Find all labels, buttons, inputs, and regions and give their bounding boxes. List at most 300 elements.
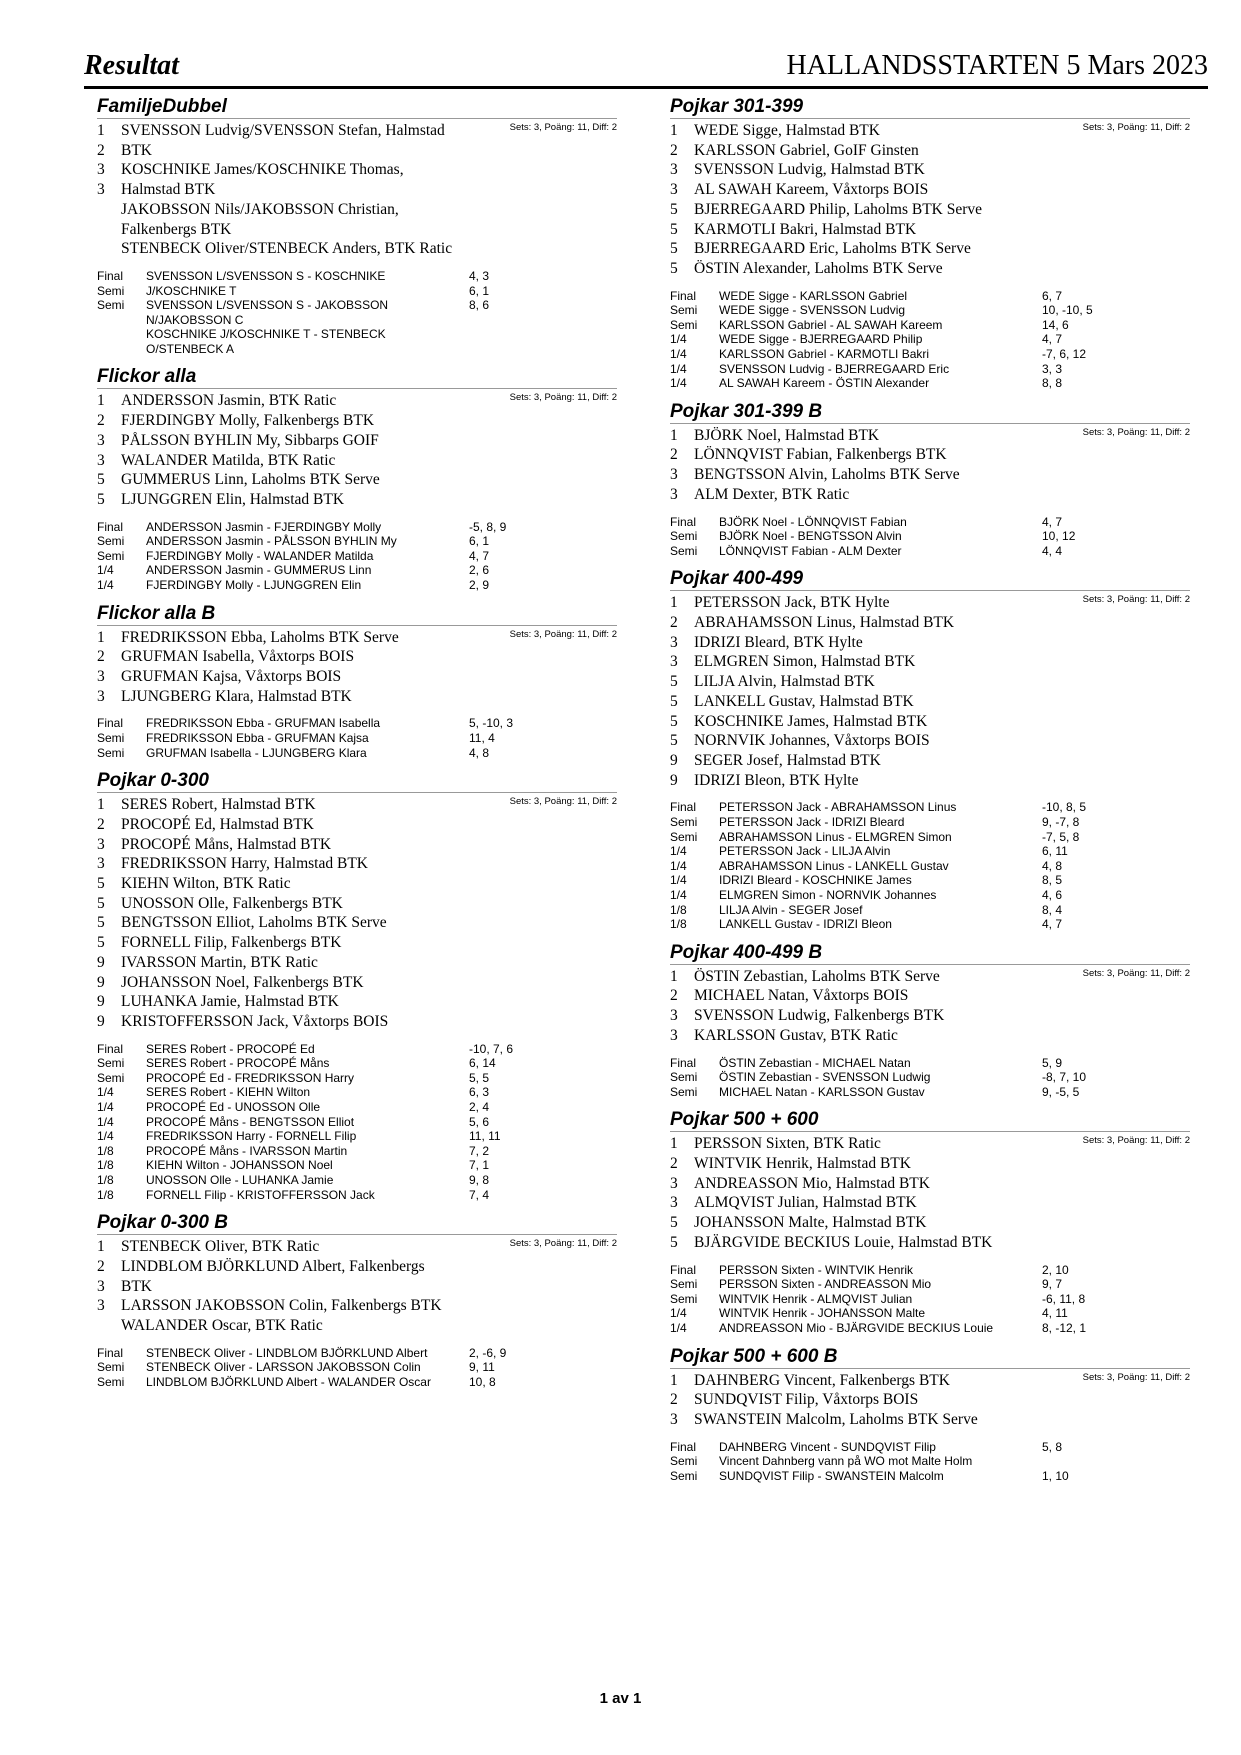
player-name: SUNDQVIST Filip, Våxtorps BOIS <box>694 1391 919 1409</box>
placing-row <box>670 751 1190 771</box>
match-result: 6, 1 <box>469 283 490 298</box>
placing-row <box>670 220 1190 240</box>
match-result: 2, 9 <box>469 578 490 593</box>
placing-row <box>670 200 1190 220</box>
match-players: IDRIZI Bleard - KOSCHNIKE James <box>719 873 912 888</box>
match-row <box>670 815 1190 830</box>
match-round: Semi <box>670 815 698 829</box>
match-settings: Sets: 3, Poäng: 11, Diff: 2 <box>509 628 617 640</box>
placing-row <box>670 731 1190 751</box>
match-row <box>670 888 1190 903</box>
placing-row <box>670 986 1190 1006</box>
player-name: WALANDER Oscar, BTK Ratic <box>121 1317 323 1335</box>
match-round: 1/4 <box>670 887 687 902</box>
placing-number: 5 <box>670 1214 678 1232</box>
player-name: LARSSON JAKOBSSON Colin, Falkenbergs BTK <box>121 1297 442 1315</box>
section-title: Pojkar 500 + 600 <box>670 1109 1190 1132</box>
placing-number: 1 <box>670 1135 678 1153</box>
match-result: 6, 3 <box>469 1085 490 1100</box>
placing-row <box>97 1257 617 1277</box>
placing-row <box>670 239 1190 259</box>
match-result: 3, 3 <box>1042 361 1063 376</box>
match-players: SERES Robert - PROCOPÉ Ed <box>146 1041 315 1056</box>
player-name: FORNELL Filip, Falkenbergs BTK <box>121 934 342 952</box>
placing-number: 3 <box>670 1174 678 1192</box>
match-row <box>97 578 617 593</box>
match-result: 14, 6 <box>1042 317 1069 332</box>
match-row <box>670 830 1190 845</box>
match-round: 1/4 <box>670 347 687 361</box>
match-result: -7, 5, 8 <box>1042 829 1080 844</box>
match-row <box>670 1454 1190 1469</box>
player-name: KIEHN Wilton, BTK Ratic <box>121 875 291 893</box>
placing-number: 1 <box>670 122 678 139</box>
match-row <box>97 563 617 578</box>
match-result: 4, 7 <box>1042 917 1063 932</box>
player-name: JOHANSSON Malte, Halmstad BTK <box>694 1214 927 1232</box>
match-result: 10, 12 <box>1042 529 1076 544</box>
placing-row <box>97 992 617 1012</box>
match-players: FORNELL Filip - KRISTOFFERSSON Jack <box>146 1187 375 1202</box>
match-result: 4, 7 <box>469 548 490 563</box>
match-players: SUNDQVIST Filip - SWANSTEIN Malcolm <box>719 1468 944 1483</box>
placing-row <box>670 180 1190 200</box>
match-players: MICHAEL Natan - KARLSSON Gustav <box>719 1084 925 1099</box>
player-name: IDRIZI Bleon, BTK Hylte <box>694 771 859 789</box>
match-players: ELMGREN Simon - NORNVIK Johannes <box>719 887 937 902</box>
player-name: KOSCHNIKE James/KOSCHNIKE Thomas, <box>121 161 404 179</box>
placing-number: 3 <box>670 1007 678 1025</box>
result-section <box>670 96 1190 391</box>
placing-number: 3 <box>97 431 105 449</box>
match-players: PROCOPÉ Ed - FREDRIKSSON Harry <box>146 1070 355 1085</box>
match-players: PROCOPÉ Ed - UNOSSON Olle <box>146 1100 321 1115</box>
match-round: Final <box>97 519 124 534</box>
player-name: LJUNGGREN Elin, Halmstad BTK <box>121 491 345 508</box>
match-result: 5, 6 <box>469 1114 490 1129</box>
match-players: SERES Robert - PROCOPÉ Måns <box>146 1056 330 1071</box>
placing-number: 2 <box>97 815 105 833</box>
match-players: PETERSSON Jack - IDRIZI Bleard <box>719 815 905 829</box>
match-result: 5, 5 <box>469 1070 490 1085</box>
match-players: ANDERSSON Jasmin - FJERDINGBY Molly <box>146 519 382 534</box>
match-result: 11, 11 <box>469 1129 501 1144</box>
match-players: LILJA Alvin - SEGER Josef <box>719 902 863 917</box>
placing-number: 2 <box>97 648 105 666</box>
match-result: 4, 7 <box>1042 332 1063 347</box>
placing-row <box>97 470 617 490</box>
result-section <box>97 603 617 761</box>
player-name: MICHAEL Natan, Våxtorps BOIS <box>694 987 909 1005</box>
match-result: 4, 4 <box>1042 543 1063 558</box>
match-result: -10, 8, 5 <box>1042 800 1087 815</box>
player-name: SVENSSON Ludvig/SVENSSON Stefan, Halmstad <box>121 122 445 139</box>
match-players: ANDERSSON Jasmin - PÅLSSON BYHLIN My <box>146 534 397 549</box>
placing-number: 3 <box>97 451 105 469</box>
placings-list <box>97 391 617 509</box>
player-name: BJERREGAARD Philip, Laholms BTK Serve <box>694 200 983 218</box>
match-row <box>670 1306 1190 1321</box>
player-name: UNOSSON Olle, Falkenbergs BTK <box>121 894 343 912</box>
match-players: PERSSON Sixten - WINTVIK Henrik <box>719 1262 914 1277</box>
match-round: Final <box>97 1041 124 1056</box>
placing-row <box>670 613 1190 633</box>
player-name: ÖSTIN Alexander, Laholms BTK Serve <box>694 259 943 277</box>
match-row <box>97 1071 617 1086</box>
match-players: FREDRIKSSON Ebba - GRUFMAN Isabella <box>146 716 381 731</box>
match-result: 6, 1 <box>469 534 490 549</box>
player-name: DAHNBERG Vincent, Falkenbergs BTK <box>694 1371 950 1389</box>
page-header <box>84 50 1208 89</box>
match-result: 6, 7 <box>1042 288 1063 303</box>
match-row <box>670 1440 1190 1455</box>
match-round: Semi <box>670 1070 698 1085</box>
match-round: 1/8 <box>670 902 687 917</box>
match-row <box>670 515 1190 530</box>
match-round: Semi <box>670 543 698 558</box>
player-name: BJÖRK Noel, Halmstad BTK <box>694 426 880 444</box>
placing-number: 5 <box>97 894 105 912</box>
match-players: WEDE Sigge - BJERREGAARD Philip <box>719 332 923 347</box>
match-players: SVENSSON Ludvig - BJERREGAARD Eric <box>719 361 950 376</box>
placing-number: 9 <box>97 993 105 1011</box>
placing-number: 2 <box>97 1257 105 1275</box>
placing-row <box>97 141 617 161</box>
match-players: PERSSON Sixten - ANDREASSON Mio <box>719 1277 932 1292</box>
result-section <box>97 366 617 592</box>
match-result: 4, 6 <box>1042 887 1063 902</box>
player-name: KARMOTLI Bakri, Halmstad BTK <box>694 220 917 238</box>
match-settings: Sets: 3, Poäng: 11, Diff: 2 <box>1082 967 1190 979</box>
player-name: SVENSSON Ludvig, Halmstad BTK <box>694 161 925 179</box>
match-round: Semi <box>670 1291 698 1306</box>
match-row <box>97 1144 617 1159</box>
match-round: 1/4 <box>97 563 114 578</box>
placing-number: 9 <box>97 953 105 971</box>
match-settings: Sets: 3, Poäng: 11, Diff: 2 <box>1082 1135 1190 1147</box>
player-name: FREDRIKSSON Ebba, Laholms BTK Serve <box>121 628 399 646</box>
placing-number: 1 <box>670 1371 678 1389</box>
placing-row <box>670 259 1190 279</box>
match-result: 4, 7 <box>1042 514 1063 529</box>
placing-number: 5 <box>97 471 105 489</box>
player-name: KOSCHNIKE James, Halmstad BTK <box>694 712 928 730</box>
player-name: FJERDINGBY Molly, Falkenbergs BTK <box>121 412 375 430</box>
player-name: ALMQVIST Julian, Halmstad BTK <box>694 1194 917 1212</box>
match-result: -8, 7, 10 <box>1042 1070 1087 1085</box>
placing-number: 3 <box>97 668 105 686</box>
result-section <box>670 401 1190 559</box>
match-result: 2, 6 <box>469 563 490 578</box>
match-row <box>670 529 1190 544</box>
placings-list <box>670 1134 1190 1252</box>
match-round: Semi <box>670 303 698 318</box>
placing-row <box>97 180 617 200</box>
match-row <box>97 1188 617 1203</box>
match-players: J/KOSCHNIKE T <box>146 283 237 298</box>
match-list <box>670 800 1190 931</box>
match-result: 8, 8 <box>1042 376 1063 391</box>
placing-row <box>97 647 617 667</box>
match-row <box>670 873 1190 888</box>
match-result: 2, -6, 9 <box>469 1345 507 1360</box>
placing-number: 3 <box>97 855 105 873</box>
player-name: GRUFMAN Isabella, Våxtorps BOIS <box>121 648 355 666</box>
placing-number: 1 <box>670 426 678 444</box>
placing-number: 5 <box>670 712 678 730</box>
result-section <box>670 1346 1190 1484</box>
section-title: Pojkar 0-300 B <box>97 1212 617 1235</box>
match-players: WEDE Sigge - SVENSSON Ludvig <box>719 303 906 318</box>
match-round: Semi <box>97 1360 125 1375</box>
match-round: Semi <box>97 1056 125 1071</box>
match-result: 5, 8 <box>1042 1439 1063 1454</box>
player-name: KARLSSON Gustav, BTK Ratic <box>694 1026 898 1044</box>
match-players: Vincent Dahnberg vann på WO mot Malte Holm <box>719 1454 973 1469</box>
player-name: JOHANSSON Noel, Falkenbergs BTK <box>121 973 364 991</box>
match-list <box>97 1346 617 1390</box>
placing-row <box>670 1193 1190 1213</box>
page-number: 1 av 1 <box>599 1690 642 1707</box>
placing-row <box>670 485 1190 505</box>
player-name: SERES Robert, Halmstad BTK <box>121 796 316 814</box>
match-row <box>97 327 617 342</box>
player-name: ANDREASSON Mio, Halmstad BTK <box>694 1174 930 1192</box>
player-name: BJÄRGVIDE BECKIUS Louie, Halmstad BTK <box>694 1233 993 1251</box>
match-round: Final <box>97 716 124 731</box>
match-row <box>97 716 617 731</box>
match-row <box>97 1115 617 1130</box>
placing-row <box>97 835 617 855</box>
match-row <box>97 746 617 761</box>
match-result: 1, 10 <box>1042 1468 1069 1483</box>
match-settings: Sets: 3, Poäng: 11, Diff: 2 <box>1082 122 1190 133</box>
player-name: JAKOBSSON Nils/JAKOBSSON Christian, <box>121 200 399 218</box>
match-row <box>97 342 617 357</box>
player-name: SEGER Josef, Halmstad BTK <box>694 752 881 769</box>
placing-row <box>670 633 1190 653</box>
match-round: 1/4 <box>97 1129 114 1144</box>
player-name: LINDBLOM BJÖRKLUND Albert, Falkenbergs <box>121 1257 425 1275</box>
placings-list <box>670 593 1190 790</box>
placing-row <box>670 1174 1190 1194</box>
section-title: Pojkar 400-499 <box>670 568 1190 591</box>
match-list <box>97 1042 617 1203</box>
match-row <box>670 903 1190 918</box>
player-name: LUHANKA Jamie, Halmstad BTK <box>121 993 339 1011</box>
player-name: LJUNGBERG Klara, Halmstad BTK <box>121 687 352 705</box>
match-result: 6, 11 <box>1042 844 1068 859</box>
section-title: Pojkar 0-300 <box>97 770 617 793</box>
match-list <box>670 1056 1190 1100</box>
match-round: 1/4 <box>670 858 687 873</box>
event-title: HALLANDSSTARTEN 5 Mars 2023 <box>786 50 1208 81</box>
match-round: Semi <box>670 1454 698 1469</box>
result-section <box>670 942 1190 1100</box>
placing-number: 2 <box>670 614 678 632</box>
match-round: Final <box>670 514 697 529</box>
placing-row <box>670 1154 1190 1174</box>
match-round: Semi <box>97 283 125 298</box>
match-result: -5, 8, 9 <box>469 519 507 534</box>
match-result: 4, 8 <box>1042 858 1063 873</box>
match-round: 1/4 <box>670 332 687 347</box>
match-row <box>97 298 617 313</box>
player-name: Falkenbergs BTK <box>121 220 232 238</box>
placing-number: 2 <box>670 141 678 159</box>
match-settings: Sets: 3, Poäng: 11, Diff: 2 <box>509 122 617 133</box>
placing-row <box>97 1296 617 1316</box>
placing-number: 1 <box>97 122 105 139</box>
placing-row <box>670 445 1190 465</box>
match-players: GRUFMAN Isabella - LJUNGBERG Klara <box>146 745 367 760</box>
player-name: ALM Dexter, BTK Ratic <box>694 485 850 503</box>
match-players: PETERSSON Jack - LILJA Alvin <box>719 844 891 859</box>
match-result: 4, 11 <box>1042 1306 1068 1321</box>
placing-number: 2 <box>670 1391 678 1409</box>
match-list <box>97 520 617 593</box>
placing-row <box>670 1213 1190 1233</box>
placing-number: 3 <box>97 161 105 179</box>
match-row <box>670 332 1190 347</box>
placing-number: 3 <box>670 1026 678 1044</box>
placings-list <box>97 795 617 1031</box>
placing-number: 9 <box>670 752 678 769</box>
placing-row <box>97 933 617 953</box>
placing-row <box>97 490 617 510</box>
match-players: BJÖRK Noel - BENGTSSON Alvin <box>719 529 902 544</box>
match-result: 2, 10 <box>1042 1262 1069 1277</box>
match-row <box>97 520 617 535</box>
match-row <box>670 347 1190 362</box>
match-players: BJÖRK Noel - LÖNNQVIST Fabian <box>719 514 907 529</box>
match-result: 9, -7, 8 <box>1042 815 1080 829</box>
placing-number: 5 <box>670 732 678 750</box>
match-round: Semi <box>97 298 125 313</box>
player-name: FREDRIKSSON Harry, Halmstad BTK <box>121 855 368 873</box>
match-row <box>670 1292 1190 1307</box>
placing-number: 5 <box>670 220 678 238</box>
match-players: LINDBLOM BJÖRKLUND Albert - WALANDER Oscar <box>146 1374 431 1389</box>
placing-number: 9 <box>670 771 678 789</box>
match-row <box>670 917 1190 932</box>
placing-row <box>97 894 617 914</box>
placing-row <box>97 953 617 973</box>
placing-number: 3 <box>97 1277 105 1295</box>
match-result: 5, 9 <box>1042 1055 1063 1070</box>
player-name: SWANSTEIN Malcolm, Laholms BTK Serve <box>694 1410 978 1428</box>
match-round: Final <box>97 1345 124 1360</box>
placing-number: 5 <box>670 692 678 710</box>
placing-number: 3 <box>670 161 678 179</box>
match-players: WINTVIK Henrik - JOHANSSON Malte <box>719 1306 926 1321</box>
placing-row <box>97 815 617 835</box>
match-result: 8, -12, 1 <box>1042 1320 1087 1335</box>
match-row <box>97 731 617 746</box>
placing-number: 3 <box>670 1194 678 1212</box>
placing-number: 9 <box>97 973 105 991</box>
player-name: Halmstad BTK <box>121 181 216 199</box>
match-round: Semi <box>97 534 125 549</box>
match-round: 1/4 <box>670 1320 687 1335</box>
match-players: WEDE Sigge - KARLSSON Gabriel <box>719 288 908 303</box>
player-name: GRUFMAN Kajsa, Våxtorps BOIS <box>121 668 342 686</box>
placing-row <box>97 687 617 707</box>
match-round: 1/4 <box>670 873 687 888</box>
match-result: 7, 1 <box>469 1158 490 1173</box>
placing-number: 9 <box>97 1013 105 1030</box>
match-round: Semi <box>670 317 698 332</box>
match-result: 6, 14 <box>469 1056 496 1071</box>
match-row <box>670 1469 1190 1484</box>
match-round: 1/8 <box>97 1187 114 1202</box>
match-players: FJERDINGBY Molly - WALANDER Matilda <box>146 548 374 563</box>
placing-row <box>670 465 1190 485</box>
match-settings: Sets: 3, Poäng: 11, Diff: 2 <box>1082 594 1190 606</box>
match-players: N/JAKOBSSON C <box>146 312 244 327</box>
match-result: -10, 7, 6 <box>469 1041 514 1056</box>
player-name: STENBECK Oliver/STENBECK Anders, BTK Ratic <box>121 240 453 258</box>
match-row <box>97 313 617 328</box>
match-row <box>670 1321 1190 1336</box>
match-result: 9, 8 <box>469 1173 490 1188</box>
player-name: LANKELL Gustav, Halmstad BTK <box>694 692 914 710</box>
match-row <box>97 1085 617 1100</box>
match-list <box>670 515 1190 559</box>
match-players: LANKELL Gustav - IDRIZI Bleon <box>719 917 892 932</box>
player-name: KRISTOFFERSSON Jack, Våxtorps BOIS <box>121 1013 389 1030</box>
match-result: 7, 2 <box>469 1143 490 1158</box>
match-players: SERES Robert - KIEHN Wilton <box>146 1085 311 1100</box>
match-settings: Sets: 3, Poäng: 11, Diff: 2 <box>509 392 617 404</box>
placing-number: 3 <box>670 485 678 503</box>
match-row <box>670 1085 1190 1100</box>
placing-row <box>670 692 1190 712</box>
placing-row <box>97 913 617 933</box>
placing-number: 1 <box>97 628 105 646</box>
placing-row <box>97 431 617 451</box>
match-row <box>670 318 1190 333</box>
player-name: BENGTSSON Elliot, Laholms BTK Serve <box>121 914 387 932</box>
player-name: LÖNNQVIST Fabian, Falkenbergs BTK <box>694 446 947 464</box>
player-name: LILJA Alvin, Halmstad BTK <box>694 673 875 691</box>
match-players: ÖSTIN Zebastian - SVENSSON Ludwig <box>719 1070 931 1085</box>
match-round: 1/4 <box>670 361 687 376</box>
placing-number: 5 <box>670 1233 678 1251</box>
result-section <box>670 568 1190 931</box>
match-result: 7, 4 <box>469 1187 490 1202</box>
match-round: 1/8 <box>97 1158 114 1173</box>
player-name: WALANDER Matilda, BTK Ratic <box>121 451 336 469</box>
placing-row <box>670 1026 1190 1046</box>
match-players: ANDREASSON Mio - BJÄRGVIDE BECKIUS Louie <box>719 1320 994 1335</box>
placing-number: 3 <box>97 687 105 705</box>
player-name: ELMGREN Simon, Halmstad BTK <box>694 653 916 671</box>
match-result: 9, 7 <box>1042 1277 1063 1292</box>
match-players: ANDERSSON Jasmin - GUMMERUS Linn <box>146 563 372 578</box>
player-name: GUMMERUS Linn, Laholms BTK Serve <box>121 471 380 489</box>
match-round: Semi <box>670 1084 698 1099</box>
placing-row <box>97 160 617 180</box>
placing-number: 5 <box>97 875 105 893</box>
match-result: 4, 8 <box>469 745 490 760</box>
match-players: UNOSSON Olle - LUHANKA Jamie <box>146 1173 334 1188</box>
match-row <box>670 1070 1190 1085</box>
match-result: 11, 4 <box>469 731 495 746</box>
section-title: Pojkar 301-399 B <box>670 401 1190 424</box>
match-result: 8, 5 <box>1042 873 1063 888</box>
match-row <box>670 303 1190 318</box>
